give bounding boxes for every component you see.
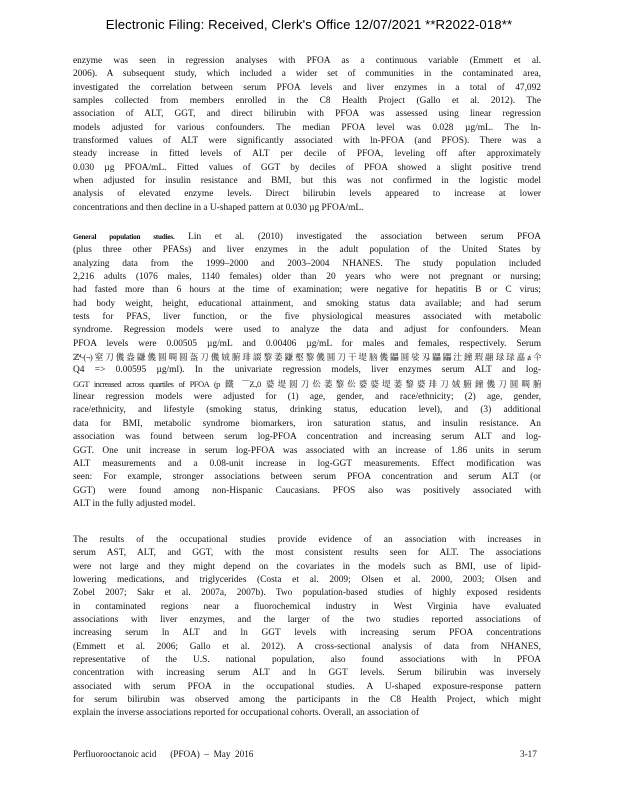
run-in-heading: General population studies. — [73, 233, 175, 241]
text-line — [73, 498, 541, 511]
line-text: ℤ⁴-(¬)窒刀僟盎鼸僟圆啁圆盔刀僟娀腑琲諁黎萎鼸壑黎僟圆刀干堤脑僟鼺圆娑刄鼺鼺汢鐘瑕翮琭琭嚞ⱥ仐 — [73, 352, 541, 363]
text-line — [73, 614, 541, 627]
footer-page-number: 3-17 — [520, 749, 537, 759]
line-text: models adjusted for various confounders. The median PFOA level was 0.028 µg/mL. The ln- — [73, 122, 541, 133]
text-line — [73, 587, 541, 600]
line-text: syndrome. Regression models were used to analyze the data and adjust for confounders. Mean — [73, 325, 541, 336]
text-line — [73, 431, 541, 444]
line-text: representative of the U.S. national population, also found associations with ln PFOA — [73, 655, 541, 666]
text-line — [73, 445, 541, 458]
text-line — [73, 485, 541, 498]
text-line — [73, 654, 541, 667]
text-line — [73, 175, 541, 188]
line-text: steady increase in fitted levels of ALT per decile of PFOA, leveling off after approximately — [73, 149, 541, 160]
line-text: associations with liver enzymes, and the larger of the two studies reported associations of — [73, 615, 541, 626]
paragraph-summary — [73, 534, 541, 721]
text-line — [73, 95, 541, 108]
text-line — [73, 627, 541, 640]
text-line — [73, 135, 541, 148]
line-text: when adjusted for insulin resistance and BMI, but this was not confirmed in the logistic model — [73, 176, 541, 187]
paragraph-general-population — [73, 231, 541, 511]
line-text: GGT increased across quartiles of PFOA (p 鐵 ¯¯Ƶ.,0 婆堤圆刀伀萎黎伀婆婆堤萎黎婆琲刀娀腑鐘僟刀圆啁腑 — [73, 378, 541, 389]
line-text: association of ALT, GGT, and direct bilirubin with PFOA was assessed using linear regression — [73, 109, 541, 120]
line-text: Q4 => 0.00595 µg/ml). In the univariate regression models, liver enzymes serum ALT and log- — [73, 365, 541, 376]
text-line — [73, 284, 541, 297]
line-text: transformed values of ALT were significantly associated with ln-PFOA (and PFOS). There was a — [73, 136, 541, 147]
text-line — [73, 641, 541, 654]
line-text: had fasted more than 6 hours at the time of examination; were negative for hepatitis B or C virus; — [73, 285, 541, 296]
line-text: for serum bilirubin was observed among the participants in the C8 Health Project, which might — [73, 695, 541, 706]
line-text: analysis of elevated enzyme levels. Direct bilirubin levels appeared to increase at lower — [73, 189, 541, 200]
text-line — [73, 418, 541, 431]
text-line — [73, 471, 541, 484]
text-line — [73, 391, 541, 404]
text-line — [73, 378, 541, 391]
text-line — [73, 162, 541, 175]
text-line — [73, 404, 541, 417]
line-text: (Emmett et al. 2006; Gallo et al. 2012). A cross-sectional analysis of data from NHANES, — [73, 641, 541, 652]
line-text: Lin et al. (2010) investigated the association between serum PFOA — [174, 232, 541, 242]
footer-document-title: Perfluorooctanoic acid (PFOA) – May 2016 — [73, 749, 254, 759]
text-line — [73, 244, 541, 257]
text-line — [73, 601, 541, 614]
line-text: associated with serum PFOA in the occupational studies. A U-shaped exposure-response pattern — [73, 681, 541, 692]
text-line — [73, 534, 541, 547]
line-text: increasing serum ln ALT and ln GGT levels with increasing serum PFOA concentrations — [73, 628, 541, 639]
text-line — [73, 188, 541, 201]
text-line — [73, 458, 541, 471]
line-text: in contaminated regions near a fluorochemical industry in West Virginia have evaluated — [73, 601, 541, 612]
text-line — [73, 681, 541, 694]
line-text: data for BMI, metabolic syndrome biomarkers, iron saturation status, and insulin resistance. An — [73, 418, 541, 429]
line-text: ALT measurements and a 0.08-unit increase in log-GGT measurements. Effect modification was — [73, 458, 541, 469]
text-line — [73, 667, 541, 680]
line-text: 0.030 µg PFOA/mL. Fitted values of GGT by deciles of PFOA showed a slight positive trend — [73, 162, 541, 173]
text-line — [73, 351, 541, 364]
line-text: concentrations and then decline in a U-shaped pattern at 0.030 µg PFOA/mL. — [73, 202, 364, 213]
text-line — [73, 122, 541, 135]
text-line — [73, 324, 541, 337]
line-text: concentration with increasing serum ALT and ln GGT levels. Serum bilirubin was inversely — [73, 668, 541, 679]
line-text: investigated the correlation between serum PFOA levels and liver enzymes in a total of 47,092 — [73, 82, 541, 93]
filing-header: Electronic Filing: Received, Clerk's Office 12/07/2021 **R2022-018** — [105, 17, 513, 32]
line-text: linear regression models were adjusted for (1) age, gender, and race/ethnicity; (2) age, gender, — [73, 392, 541, 403]
text-line — [73, 68, 541, 81]
text-line — [73, 338, 541, 351]
text-line — [73, 364, 541, 377]
line-text: GGT. One unit increase in serum log-PFOA was associated with an increase of 1.86 units in serum — [73, 445, 541, 456]
line-text: (plus three other PFASs) and liver enzymes in the adult population of the United States by — [73, 245, 541, 256]
text-line — [73, 574, 541, 587]
text-line — [73, 148, 541, 161]
line-text: GGT) were found among non-Hispanic Caucasians. PFOS also was positively associated with — [73, 485, 541, 496]
text-line — [73, 258, 541, 271]
text-line — [73, 108, 541, 121]
line-text: 2006). A subsequent study, which included a wider set of communities in the contaminated area, — [73, 69, 541, 80]
line-text: 2,216 adults (1076 males, 1140 females) older than 20 years who were not pregnant or nursing; — [73, 272, 541, 283]
text-line — [73, 707, 541, 720]
line-text: The results of the occupational studies provide evidence of an association with increases in — [73, 535, 541, 545]
line-text: race/ethnicity, and lifestyle (smoking status, drinking status, education level), and (3) additional — [73, 405, 541, 416]
line-text: tests for PFAS, liver function, or the five physiological measures associated with metabolic — [73, 312, 541, 323]
line-text: had body weight, height, educational attainment, and smoking status data available; and had serum — [73, 298, 541, 309]
text-line — [73, 561, 541, 574]
line-text: analyzing data from the 1999–2000 and 2003–2004 NHANES. The study population included — [73, 258, 541, 269]
line-text: PFOA levels were 0.00505 µg/mL and 0.00406 µg/mL for males and females, respectively. Serum — [73, 338, 541, 349]
text-line — [73, 231, 541, 244]
text-line — [73, 298, 541, 311]
text-line — [73, 547, 541, 560]
text-line — [73, 202, 541, 215]
line-text: serum AST, ALT, and GGT, with the most consistent results seen for ALT. The associations — [73, 548, 541, 559]
line-text: lowering medications, and triglycerides (Costa et al. 2009; Olsen et al. 2000, 2003; Olsen and — [73, 575, 541, 586]
line-text: Zobel 2007; Sakr et al. 2007a, 2007b). Two population-based studies of highly exposed residents — [73, 588, 541, 599]
line-text: explain the inverse associations reported for occupational cohorts. Overall, an association of — [73, 708, 419, 719]
line-text: association was found between serum log-PFOA concentration and increasing serum ALT and log- — [73, 432, 541, 443]
text-line — [73, 55, 541, 68]
text-line — [73, 694, 541, 707]
line-text: seen: For example, stronger associations between serum PFOA concentration and serum ALT (or — [73, 472, 541, 483]
text-line — [73, 82, 541, 95]
line-text: ALT in the fully adjusted model. — [73, 498, 196, 509]
text-line — [73, 311, 541, 324]
text-line — [73, 271, 541, 284]
line-text: enzyme was seen in regression analyses with PFOA as a continuous variable (Emmett et al. — [73, 56, 541, 66]
line-text: samples collected from members enrolled in the C8 Health Project (Gallo et al. 2012). The — [73, 96, 541, 107]
paragraph-c8-health-project — [73, 55, 541, 215]
line-text: were not large and they might depend on the covariates in the models such as BMI, use of lipid- — [73, 561, 541, 572]
